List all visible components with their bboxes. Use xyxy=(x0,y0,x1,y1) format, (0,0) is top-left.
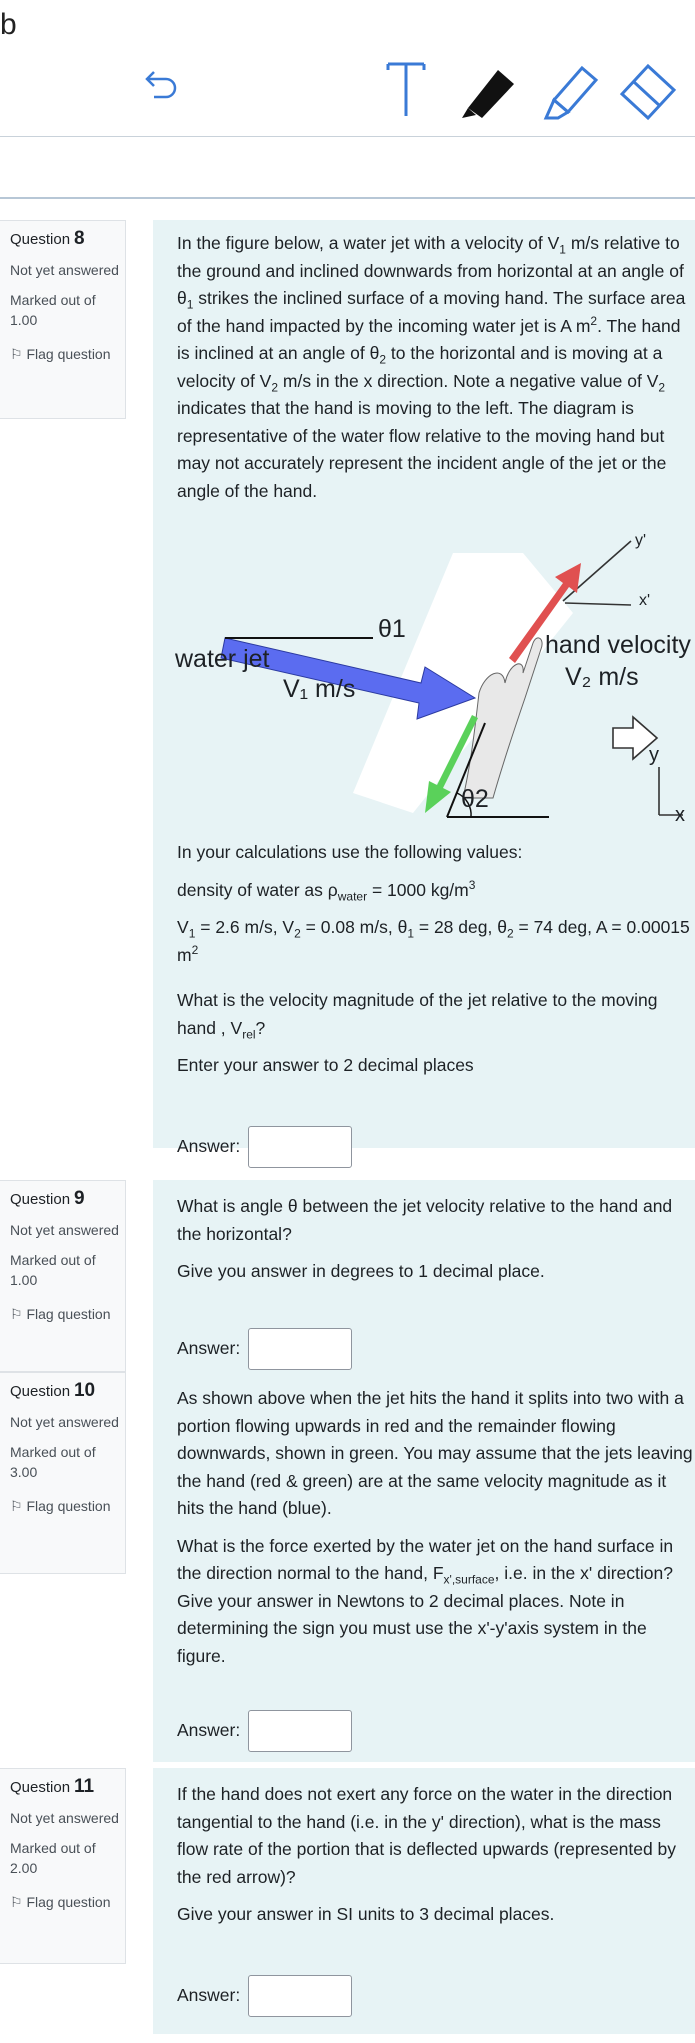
question-text: What is the velocity magnitude of the jet relative to the moving hand , $V_{rel}$? xyxy=(177,990,658,1041)
text-tool-icon[interactable] xyxy=(384,60,428,120)
question-number: 9 xyxy=(73,1188,85,1209)
question-11-content xyxy=(153,1768,695,2034)
question-status: Not yet answered xyxy=(10,1810,119,1826)
question-label: Question xyxy=(10,231,71,248)
flag-question-link[interactable] xyxy=(10,1892,125,1912)
question-10-info xyxy=(0,1372,126,1574)
question-marks: Marked out of 3.00 xyxy=(10,1444,96,1480)
answer-input[interactable] xyxy=(248,1126,352,1168)
flag-question-link[interactable] xyxy=(10,1496,125,1516)
answer-row xyxy=(177,1710,695,1752)
question-marks: Marked out of 1.00 xyxy=(10,292,96,328)
density-value: density of water as $\rho_{water} = 1000$ $kg/m^3$ xyxy=(177,877,476,903)
flag-question-label: Flag question xyxy=(26,1498,111,1514)
question-10-content xyxy=(153,1372,695,1762)
flag-question-label: Flag question xyxy=(26,346,111,362)
flag-icon: ⚐ xyxy=(10,1498,23,1514)
annotation-toolbar xyxy=(0,0,695,137)
question-status: Not yet answered xyxy=(10,262,119,278)
answer-label: Answer: xyxy=(177,1720,241,1741)
question-9-content xyxy=(153,1180,695,1372)
question-text: If the hand does not exert any force on the water in the direction tangential to the hand (i.e. in the y' direction), what is the mass flow rate of the portion that is deflected upwards (represented by the red arrow)? xyxy=(177,1784,677,1887)
theta2-label: θ2 xyxy=(461,785,489,813)
v2-label: V₂ m/s xyxy=(565,663,639,691)
question-marks: Marked out of 1.00 xyxy=(10,1252,96,1288)
x-prime-axis-line xyxy=(565,603,631,605)
page-header-strip xyxy=(0,137,695,199)
hand-jet-diagram xyxy=(153,523,695,826)
question-11-info xyxy=(0,1768,126,1964)
x-axis-label: x xyxy=(675,804,685,826)
question-number: 10 xyxy=(73,1380,96,1401)
question-text: What is angle θ between the jet velocity relative to the hand and the horizontal? xyxy=(177,1196,673,1244)
eraser-icon[interactable] xyxy=(616,60,678,122)
question-number: 8 xyxy=(73,228,85,249)
question-9-info xyxy=(0,1180,126,1372)
flag-question-link[interactable] xyxy=(10,1304,125,1324)
question-intro: In the figure below, a water jet with a velocity of $V_1$ m/s relative to the ground and inclined downwards from horizontal at an angle of $\theta_1$ strikes the inclined surface of a moving hand. The surface area of the hand impacted by the incoming water jet is A $m^2$. The hand is inclined at an angle of $\theta_2$ to the horizontal and is moving at a velocity of $V_2$ m/s in the x direction. Note a negative value of $V_2$ indicates that the hand is moving to the left. The diagram is representative of the water flow relative to the moving hand but may not accurately represent the incident angle of the jet or the angle of the hand. xyxy=(177,233,686,501)
question-label: Question xyxy=(10,1383,71,1400)
question-label: Question xyxy=(10,1779,71,1796)
question-label: Question xyxy=(10,1191,71,1208)
flag-question-label: Flag question xyxy=(26,1306,111,1322)
y-axis-label: y xyxy=(649,744,659,766)
question-instruction: Give you answer in degrees to 1 decimal place. xyxy=(177,1261,545,1281)
answer-label: Answer: xyxy=(177,1135,241,1156)
values-intro: In your calculations use the following values: xyxy=(177,842,523,862)
question-text: What is the force exerted by the water jet on the hand surface in the direction normal to the hand, $F_{x',surface}$, i.e. in the x' direction? Give your answer in Newtons to 2 decimal places. Note in determining the sign you must use the x'-y'axis system in the figure. xyxy=(177,1535,674,1666)
toolbar-left-glyph: b xyxy=(0,8,17,41)
flag-icon: ⚐ xyxy=(10,1306,23,1322)
answer-row xyxy=(177,1975,695,2017)
answer-input[interactable] xyxy=(248,1975,352,2017)
question-status: Not yet answered xyxy=(10,1414,119,1430)
question-instruction: Enter your answer to 2 decimal places xyxy=(177,1055,474,1075)
question-8-info xyxy=(0,220,126,419)
question-number: 11 xyxy=(73,1776,95,1797)
answer-label: Answer: xyxy=(177,1337,241,1358)
question-marks: Marked out of 2.00 xyxy=(10,1840,96,1876)
water-jet-label: water jet xyxy=(175,645,270,673)
flag-icon: ⚐ xyxy=(10,346,23,362)
theta1-label: θ1 xyxy=(378,615,406,643)
question-8-content xyxy=(153,220,695,1156)
question-status: Not yet answered xyxy=(10,1222,119,1238)
y-prime-label: y' xyxy=(635,532,647,549)
pen-icon[interactable] xyxy=(458,60,520,122)
highlighter-icon[interactable] xyxy=(538,60,600,122)
v1-label: V₁ m/s xyxy=(283,675,356,703)
question-intro: As shown above when the jet hits the hand it splits into two with a portion flowing upwards in red and the remainder flowing downwards, shown in green. You may assume that the jets leaving the hand (red & green) are at the same velocity magnitude as it hits the hand (blue). xyxy=(177,1388,693,1518)
given-values: $V_1 = 2.6$ m/s, $V_2 = 0.08$ m/s, $\theta_1 = 28$ deg, $\theta_2 = 74$ deg, A = 0.00015 $m^2$ xyxy=(177,917,690,965)
hand-velocity-label: hand velocity xyxy=(545,631,691,659)
flag-question-link[interactable] xyxy=(10,344,125,364)
answer-row xyxy=(177,1328,695,1370)
answer-input[interactable] xyxy=(248,1710,352,1752)
question-instruction: Give your answer in SI units to 3 decimal places. xyxy=(177,1904,555,1924)
flag-question-label: Flag question xyxy=(26,1894,111,1910)
answer-label: Answer: xyxy=(177,1984,241,2005)
undo-icon[interactable] xyxy=(144,60,180,102)
answer-input[interactable] xyxy=(248,1328,352,1370)
flag-icon: ⚐ xyxy=(10,1894,23,1910)
answer-row xyxy=(177,1126,695,1168)
x-prime-label: x' xyxy=(639,592,651,609)
